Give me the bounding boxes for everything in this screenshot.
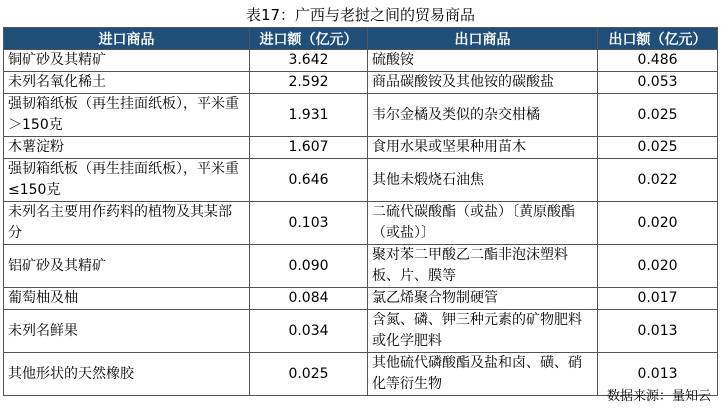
table-header-row <box>4 28 718 50</box>
table-row <box>4 94 718 137</box>
export-item-cell: 氯乙烯聚合物制硬管 <box>368 288 598 310</box>
export-item-cell: 其他未煅烧石油焦 <box>368 159 598 202</box>
export-value-cell: 0.025 <box>598 137 718 159</box>
import-value-cell: 1.607 <box>250 137 368 159</box>
import-item-cell: 铝矿砂及其精矿 <box>4 245 250 288</box>
import-value-cell: 0.090 <box>250 245 368 288</box>
header-export-value: 出口额（亿元） <box>598 28 718 50</box>
export-item-cell: 商品碳酸铵及其他铵的碳酸盐 <box>368 72 598 94</box>
table-row <box>4 72 718 94</box>
export-value-cell: 0.025 <box>598 94 718 137</box>
table-row <box>4 288 718 310</box>
export-value-cell: 0.013 <box>598 353 718 396</box>
header-export-item: 出口商品 <box>368 28 598 50</box>
table-row <box>4 202 718 245</box>
export-item-cell: 韦尔金橘及类似的杂交柑橘 <box>368 94 598 137</box>
table-row <box>4 310 718 353</box>
import-value-cell: 0.646 <box>250 159 368 202</box>
import-item-cell: 未列名主要用作药料的植物及其某部分 <box>4 202 250 245</box>
export-value-cell: 0.017 <box>598 288 718 310</box>
export-value-cell: 0.020 <box>598 202 718 245</box>
import-item-cell: 未列名氧化稀土 <box>4 72 250 94</box>
table-row <box>4 245 718 288</box>
export-value-cell: 0.013 <box>598 310 718 353</box>
import-value-cell: 0.084 <box>250 288 368 310</box>
import-item-cell: 未列名鲜果 <box>4 310 250 353</box>
export-item-cell: 聚对苯二甲酸乙二酯非泡沫塑料板、片、膜等 <box>368 245 598 288</box>
table-title: 表17：广西与老挝之间的贸易商品 <box>245 6 476 24</box>
export-value-cell: 0.486 <box>598 50 718 72</box>
import-item-cell: 强韧箱纸板（再生挂面纸板），平米重＞150克 <box>4 94 250 137</box>
import-value-cell: 0.103 <box>250 202 368 245</box>
table-row <box>4 137 718 159</box>
import-item-cell: 铜矿砂及其精矿 <box>4 50 250 72</box>
import-value-cell: 0.025 <box>250 353 368 396</box>
import-item-cell: 葡萄柚及柚 <box>4 288 250 310</box>
export-item-cell: 二硫代碳酸酯（或盐）〔黄原酸酯（或盐）〕 <box>368 202 598 245</box>
export-item-cell: 其他硫代磷酸酯及盐和卤、磺、硝化等衍生物 <box>368 353 598 396</box>
export-item-cell: 食用水果或坚果种用苗木 <box>368 137 598 159</box>
export-value-cell: 0.022 <box>598 159 718 202</box>
export-item-cell: 含氮、磷、钾三种元素的矿物肥料或化学肥料 <box>368 310 598 353</box>
import-value-cell: 0.034 <box>250 310 368 353</box>
import-value-cell: 1.931 <box>250 94 368 137</box>
table-row <box>4 159 718 202</box>
header-import-value: 进口额（亿元） <box>250 28 368 50</box>
import-value-cell: 2.592 <box>250 72 368 94</box>
import-item-cell: 木薯淀粉 <box>4 137 250 159</box>
header-import-item: 进口商品 <box>4 28 250 50</box>
data-source-note: 数据来源：量知云 <box>606 389 711 404</box>
trade-goods-table <box>3 27 718 396</box>
table-row <box>4 50 718 72</box>
import-value-cell: 3.642 <box>250 50 368 72</box>
import-item-cell: 其他形状的天然橡胶 <box>4 353 250 396</box>
export-item-cell: 硫酸铵 <box>368 50 598 72</box>
export-value-cell: 0.020 <box>598 245 718 288</box>
export-value-cell: 0.053 <box>598 72 718 94</box>
import-item-cell: 强韧箱纸板（再生挂面纸板），平米重≤150克 <box>4 159 250 202</box>
